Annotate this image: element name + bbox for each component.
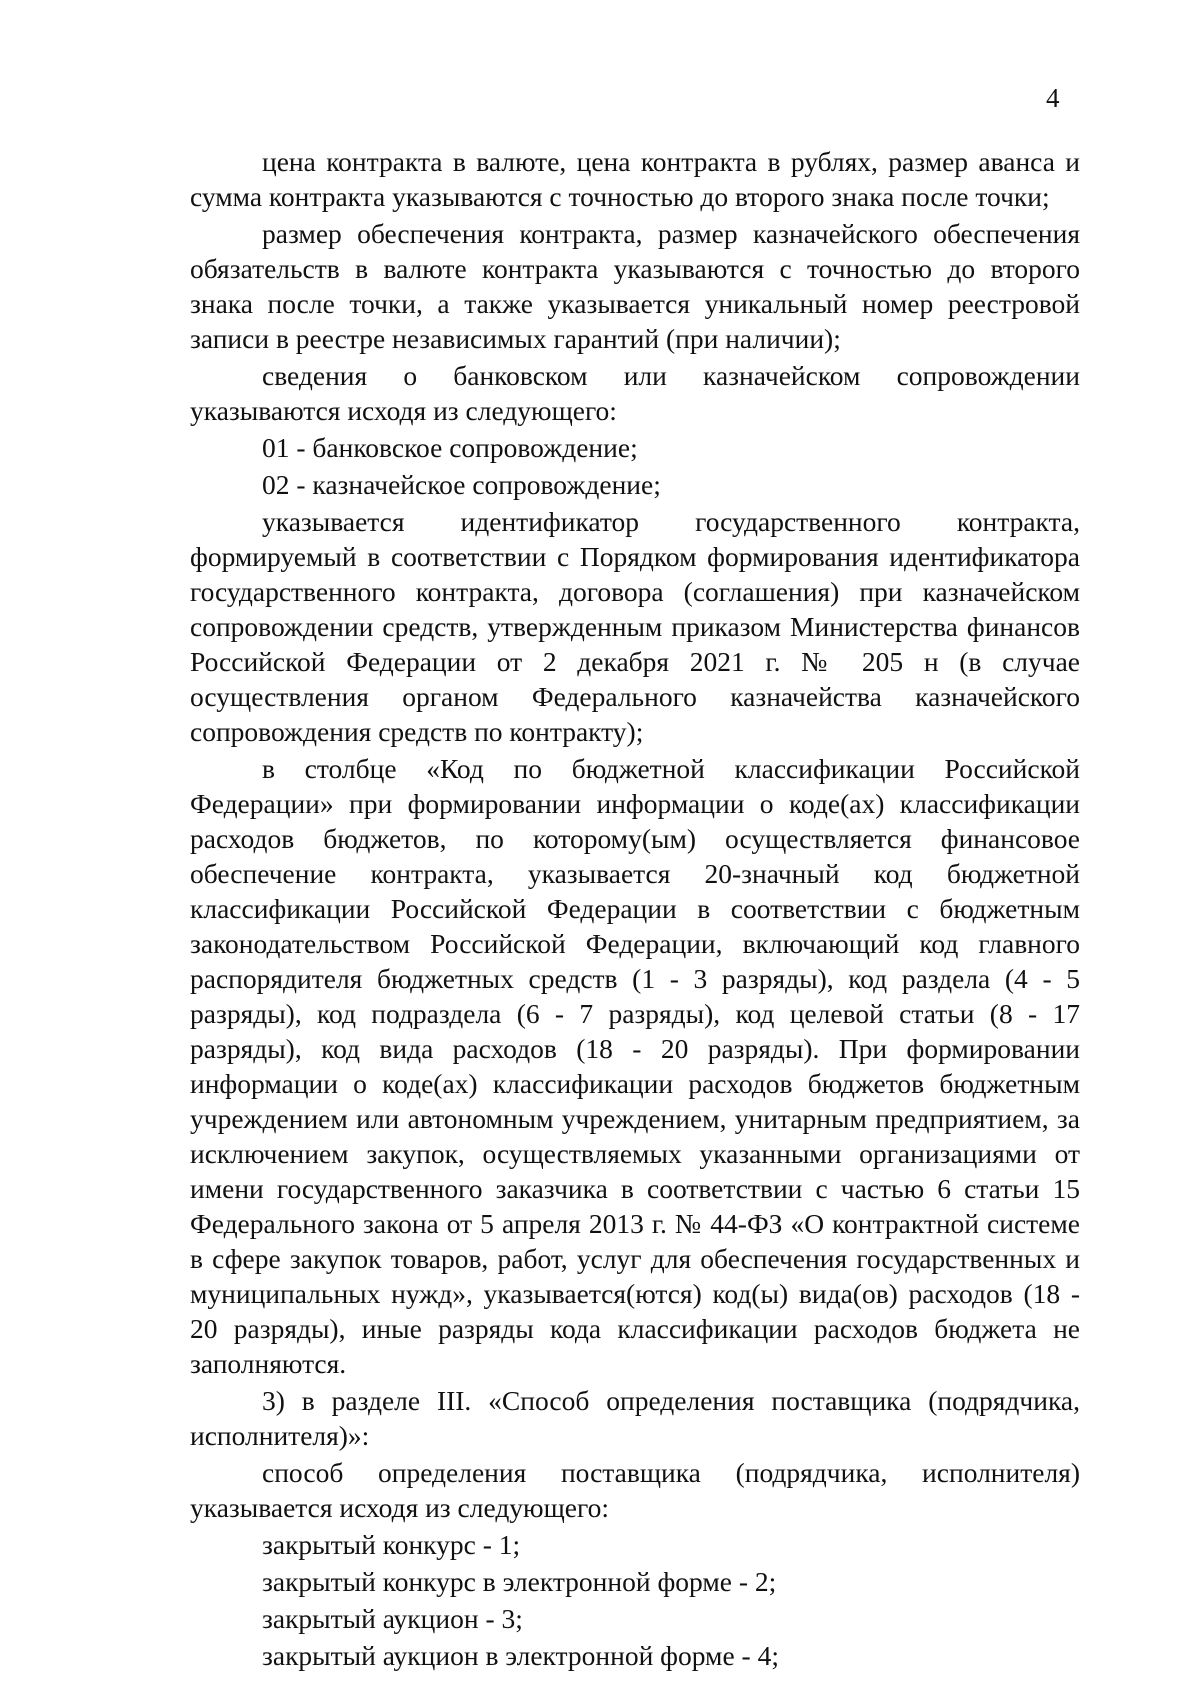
list-item-closed-tender-electronic: закрытый конкурс в электронной форме - 2; xyxy=(262,1566,777,1597)
list-item-bank-support: 01 - банковское сопровождение; xyxy=(262,432,638,463)
list-item-closed-auction: закрытый аукцион - 3; xyxy=(262,1603,523,1634)
paragraph-contract-security-precision: размер обеспечения контракта, размер казначейского обеспечения обязательств в валюте контракта указываются с точностью до второго знака после точки, а также указывается уникальный номер реестровой записи в реестре независимых гарантий (при наличии); xyxy=(190,218,1080,354)
list-item-closed-auction-electronic: закрытый аукцион в электронной форме - 4; xyxy=(262,1640,779,1671)
paragraph-contract-identifier: указывается идентификатор государственного контракта, формируемый в соответствии с Порядком формирования идентификатора государственного контракта, договора (соглашения) при казначейском сопровождении средств, утвержденным приказом Министерства финансов Российской Федерации от 2 декабря 2021 г. № 205 н (в случае осуществления органом Федерального казначейства казначейского сопровождения средств по контракту); xyxy=(190,506,1080,747)
list-item-closed-tender: закрытый конкурс - 1; xyxy=(262,1529,521,1560)
document-body xyxy=(190,144,1080,1675)
paragraph-section-iii-heading: 3) в разделе III. «Способ определения поставщика (подрядчика, исполнителя)»: xyxy=(190,1385,1080,1451)
paragraph-budget-classification-code: в столбце «Код по бюджетной классификации Российской Федерации» при формировании информации о коде(ах) классификации расходов бюджетов, по которому(ым) осуществляется финансовое обеспечение контракта, указывается 20-значный код бюджетной классификации Российской Федерации в соответствии с бюджетным законодательством Российской Федерации, включающий код главного распорядителя бюджетных средств (1 - 3 разряды), код раздела (4 - 5 разряды), код подраздела (6 - 7 разряды), код целевой статьи (8 - 17 разряды), код вида расходов (18 - 20 разряды). При формировании информации о коде(ах) классификации расходов бюджетов бюджетным учреждением или автономным учреждением, унитарным предприятием, за исключением закупок, осуществляемых указанными организациями от имени государственного заказчика в соответствии с частью 6 статьи 15 Федерального закона от 5 апреля 2013 г. № 44-ФЗ «О контрактной системе в сфере закупок товаров, работ, услуг для обеспечения государственных и муниципальных нужд», указывается(ются) код(ы) вида(ов) расходов (18 - 20 разряды), иные разряды кода классификации расходов бюджета не заполняются. xyxy=(190,753,1080,1379)
paragraph-supplier-method: способ определения поставщика (подрядчика, исполнителя) указывается исходя из следующего: xyxy=(190,1457,1080,1523)
paragraph-contract-price-precision: цена контракта в валюте, цена контракта в рублях, размер аванса и сумма контракта указываются с точностью до второго знака после точки; xyxy=(190,146,1080,212)
paragraph-support-info: сведения о банковском или казначейском сопровождении указываются исходя из следующего: xyxy=(190,360,1080,426)
list-item-treasury-support: 02 - казначейское сопровождение; xyxy=(262,469,661,500)
page-number: 4 xyxy=(1046,83,1060,113)
